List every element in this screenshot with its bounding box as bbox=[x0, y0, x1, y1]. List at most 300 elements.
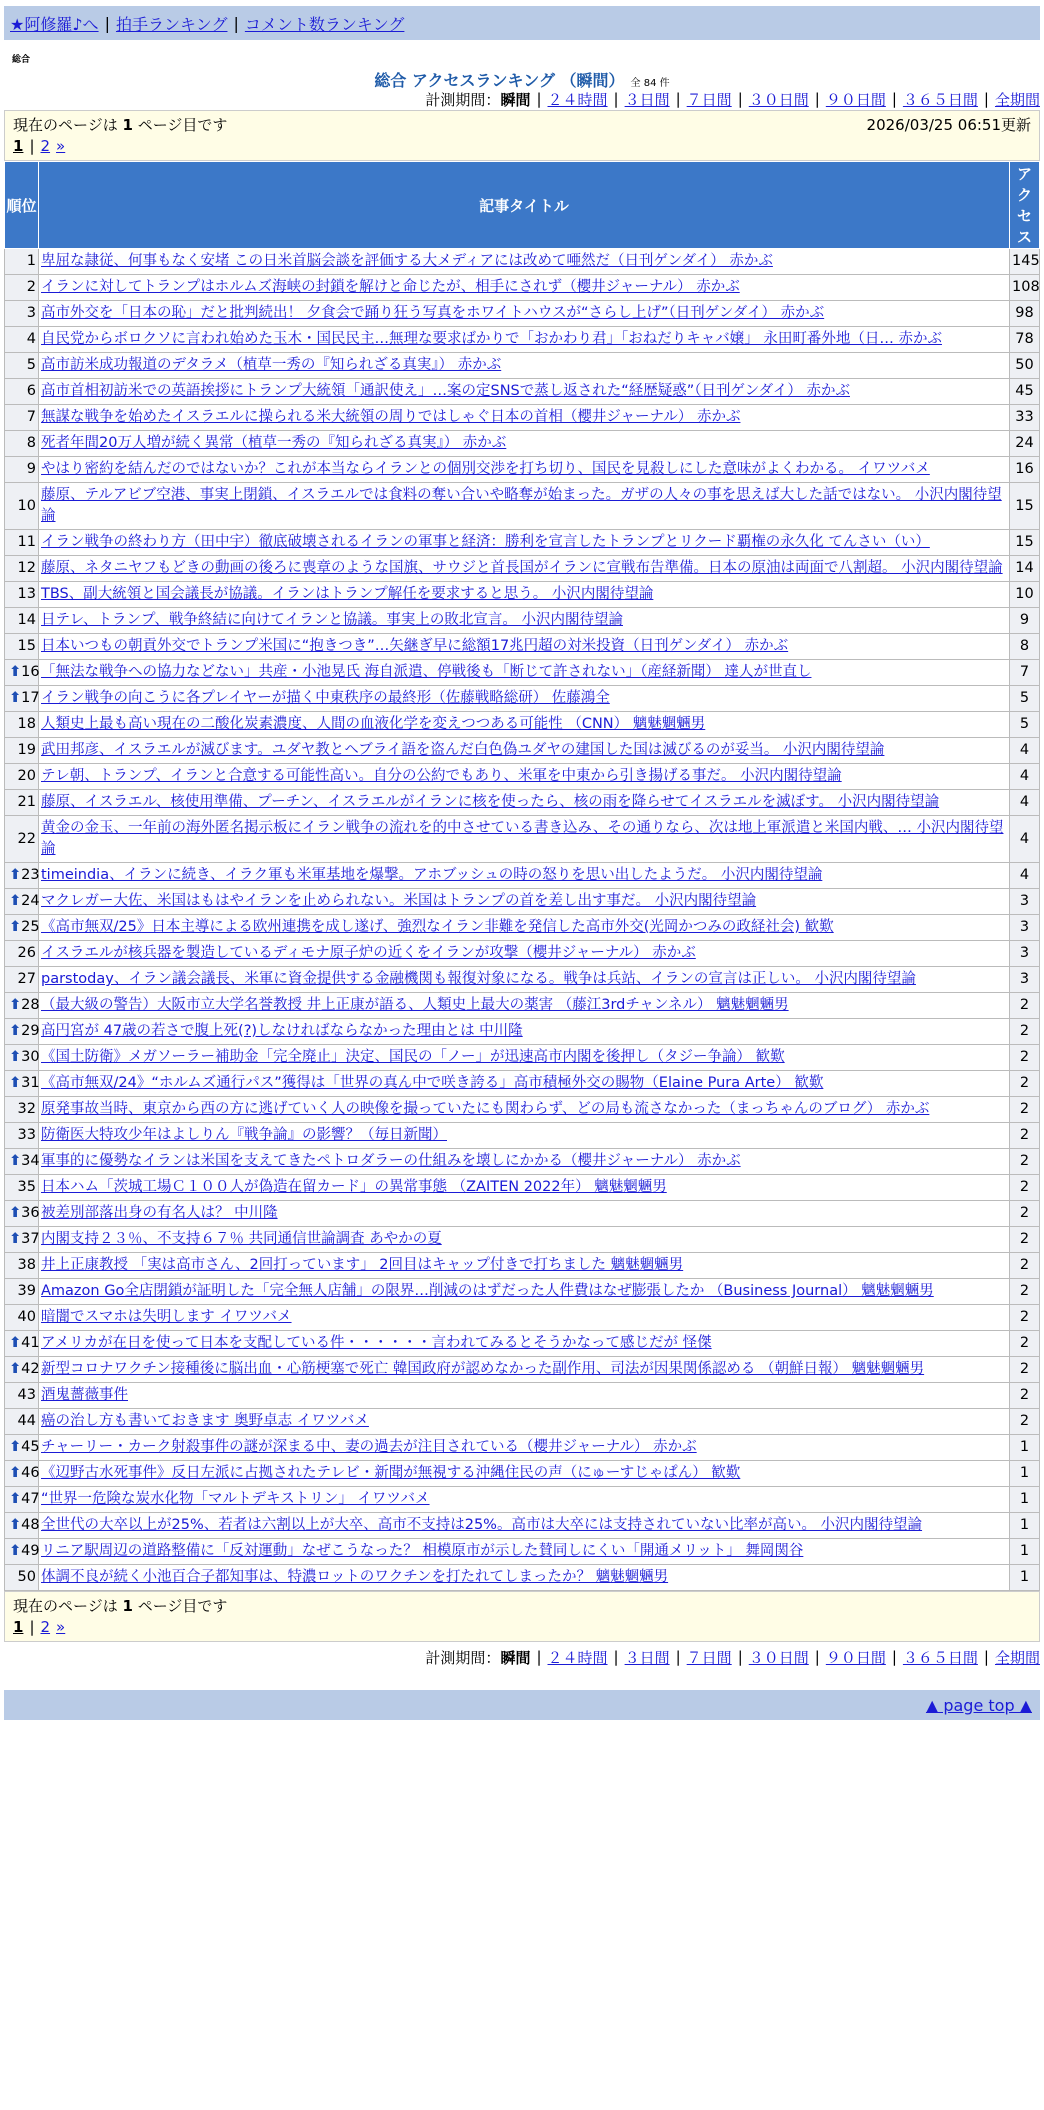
table-row bbox=[5, 1071, 1040, 1097]
table-row bbox=[5, 1357, 1040, 1383]
access-count: 7 bbox=[1010, 660, 1040, 686]
title-cell bbox=[39, 1305, 1010, 1331]
article-link[interactable]: 自民党からボロクソに言われ始めた玉木・国民民主…無理な要求ばかりで「おかわり君」「おねだりキャバ嬢」 永田町番外地（日… 赤かぶ bbox=[41, 331, 942, 347]
rank-cell bbox=[5, 712, 39, 738]
article-link[interactable]: 原発事故当時、東京から西の方に逃げていく人の映像を撮っていたにも関わらず、どの局も流さなかった（まっちゃんのブログ） 赤かぶ bbox=[41, 1101, 930, 1117]
page-1-current: 1 bbox=[13, 1618, 24, 1636]
access-count: 3 bbox=[1010, 889, 1040, 915]
title-cell bbox=[39, 1565, 1010, 1591]
separator: | bbox=[233, 13, 239, 33]
access-count: 4 bbox=[1010, 816, 1040, 863]
access-count: 45 bbox=[1010, 379, 1040, 405]
rank-cell bbox=[5, 530, 39, 556]
article-link[interactable]: イラン戦争の向こうに各プレイヤーが描く中東秩序の最終形（佐藤戦略総研） 佐藤鴻全 bbox=[41, 690, 610, 706]
title-cell bbox=[39, 1149, 1010, 1175]
period-link[interactable]: ３日間 bbox=[624, 1648, 670, 1667]
title-cell bbox=[39, 764, 1010, 790]
period-link[interactable]: ９０日間 bbox=[825, 90, 886, 109]
article-link[interactable]: Amazon Go全店閉鎖が証明した「完全無人店舗」の限界…削減のはずだった人件費はなぜ膨張したか （Business Journal） 魑魅魍魎男 bbox=[41, 1283, 934, 1299]
title-cell bbox=[39, 863, 1010, 889]
rank-number: 23 bbox=[21, 867, 40, 883]
rank-number: 7 bbox=[26, 409, 36, 425]
rank-number: 30 bbox=[21, 1049, 40, 1065]
page-info-box bbox=[4, 110, 1040, 161]
rank-cell bbox=[5, 1097, 39, 1123]
clap-ranking-link[interactable]: 拍手ランキング bbox=[115, 14, 228, 34]
table-row bbox=[5, 863, 1040, 889]
rank-cell bbox=[5, 1331, 39, 1357]
access-count: 15 bbox=[1010, 483, 1040, 530]
title-cell bbox=[39, 738, 1010, 764]
access-count: 108 bbox=[1010, 275, 1040, 301]
article-link[interactable]: イスラエルが核兵器を製造しているディモナ原子炉の近くをイランが攻撃（櫻井ジャーナル） 赤かぶ bbox=[41, 945, 696, 961]
period-link[interactable]: ２４時間 bbox=[547, 90, 608, 109]
article-link[interactable]: チャーリー・カーク射殺事件の謎が深まる中、妻の過去が注目されている（櫻井ジャーナル） 赤かぶ bbox=[41, 1439, 697, 1455]
table-row bbox=[5, 1201, 1040, 1227]
period-current: 瞬間 bbox=[500, 90, 531, 109]
separator: | bbox=[536, 1648, 542, 1666]
rank-number: 18 bbox=[17, 716, 36, 732]
table-row bbox=[5, 1253, 1040, 1279]
rank-cell bbox=[5, 483, 39, 530]
page-info: 現在のページは 1 ページ目です bbox=[13, 116, 228, 134]
rank-number: 1 bbox=[26, 253, 36, 269]
title-cell bbox=[39, 1253, 1010, 1279]
rank-cell bbox=[5, 1435, 39, 1461]
period-link[interactable]: ３６５日間 bbox=[902, 1648, 978, 1667]
page-info-bottom: 現在のページは 1 ページ目です bbox=[13, 1597, 228, 1615]
title-cell bbox=[39, 353, 1010, 379]
article-link[interactable]: 酒鬼薔薇事件 bbox=[41, 1387, 128, 1403]
next-page-link[interactable]: » bbox=[56, 1618, 66, 1636]
title-cell bbox=[39, 530, 1010, 556]
title-cell bbox=[39, 1435, 1010, 1461]
rank-number: 9 bbox=[26, 461, 36, 477]
rank-number: 21 bbox=[17, 794, 36, 810]
table-row bbox=[5, 1513, 1040, 1539]
article-link[interactable]: 藤原、ネタニヤフもどきの動画の後ろに喪章のような国旗、サウジと首長国がイランに宣戦布告準備。日本の原油は両面で八割超。 小沢内閣待望論 bbox=[41, 560, 1003, 576]
article-link[interactable]: イランに対してトランプはホルムズ海峡の封鎖を解けと命じたが、相手にされず（櫻井ジャーナル） 赤かぶ bbox=[41, 279, 740, 295]
article-link[interactable]: テレ朝、トランプ、イランと合意する可能性高い。自分の公約でもあり、米軍を中東から引き揚げる事だ。 小沢内閣待望論 bbox=[41, 768, 842, 784]
access-count: 2 bbox=[1010, 1253, 1040, 1279]
access-count: 3 bbox=[1010, 915, 1040, 941]
table-row bbox=[5, 1045, 1040, 1071]
rank-number: 27 bbox=[17, 971, 36, 987]
rank-number: 33 bbox=[17, 1127, 36, 1143]
rank-cell bbox=[5, 993, 39, 1019]
article-link[interactable]: 藤原、イスラエル、核使用準備、プーチン、イスラエルがイランに核を使ったら、核の雨を降らせてイスラエルを滅ぼす。 小沢内閣待望論 bbox=[41, 794, 940, 810]
table-row bbox=[5, 993, 1040, 1019]
article-link[interactable]: リニア駅周辺の道路整備に「反対運動」なぜこうなった？ 相模原市が示した賛同しにくい「開通メリット」 舞岡関谷 bbox=[41, 1543, 804, 1559]
title-cell bbox=[39, 1175, 1010, 1201]
title-cell bbox=[39, 967, 1010, 993]
title-cell bbox=[39, 249, 1010, 275]
table-row bbox=[5, 327, 1040, 353]
period-link[interactable]: ２４時間 bbox=[547, 1648, 608, 1667]
title-header: 記事タイトル bbox=[39, 162, 1010, 249]
rank-number: 20 bbox=[17, 768, 36, 784]
title-cell bbox=[39, 915, 1010, 941]
article-link[interactable]: やはり密約を結んだのではないか？これが本当ならイランとの個別交渉を打ち切り、国民を見殺しにした意味がよくわかる。 イワツバメ bbox=[41, 461, 930, 477]
rank-cell bbox=[5, 582, 39, 608]
separator: | bbox=[983, 1648, 989, 1666]
table-row bbox=[5, 1097, 1040, 1123]
rank-number: 10 bbox=[17, 497, 36, 514]
title-cell bbox=[39, 1071, 1010, 1097]
access-count: 8 bbox=[1010, 634, 1040, 660]
rank-number: 13 bbox=[17, 586, 36, 602]
access-count: 2 bbox=[1010, 1071, 1040, 1097]
rank-number: 3 bbox=[26, 305, 36, 321]
table-row bbox=[5, 405, 1040, 431]
article-link[interactable]: イラン戦争の終わり方（田中宇）徹底破壊されるイランの軍事と経済：勝利を宣言したトランプとリクード覇権の永久化 てんさい（い） bbox=[41, 534, 930, 550]
rank-cell bbox=[5, 1357, 39, 1383]
table-row bbox=[5, 764, 1040, 790]
rank-cell bbox=[5, 1019, 39, 1045]
period-link[interactable]: ９０日間 bbox=[825, 1648, 886, 1667]
title-cell bbox=[39, 1357, 1010, 1383]
access-count: 10 bbox=[1010, 582, 1040, 608]
rank-cell bbox=[5, 1539, 39, 1565]
rank-number: 40 bbox=[17, 1309, 36, 1325]
title-cell bbox=[39, 889, 1010, 915]
access-count: 9 bbox=[1010, 608, 1040, 634]
article-link[interactable]: 高円宮が 47歳の若さで腹上死(?)しなければならなかった理由とは 中川隆 bbox=[41, 1023, 523, 1039]
rank-cell bbox=[5, 405, 39, 431]
access-count: 2 bbox=[1010, 1383, 1040, 1409]
article-link[interactable]: 武田邦彦、イスラエルが滅びます。ユダヤ教とヘブライ語を盗んだ白色偽ユダヤの建国した国は滅びるのが妥当。 小沢内閣待望論 bbox=[41, 742, 885, 758]
up-arrow-icon: ⬆ bbox=[9, 1517, 22, 1533]
ranking-table bbox=[4, 161, 1040, 1591]
article-link[interactable]: 体調不良が続く小池百合子都知事は、特濃ロットのワクチンを打たれてしまったか？ 魑魅魍魎男 bbox=[41, 1569, 669, 1585]
table-row bbox=[5, 353, 1040, 379]
table-row bbox=[5, 1565, 1040, 1591]
rank-number: 26 bbox=[17, 945, 36, 961]
title-cell bbox=[39, 1487, 1010, 1513]
access-count: 2 bbox=[1010, 1331, 1040, 1357]
article-link[interactable]: 人類史上最も高い現在の二酸化炭素濃度、人間の血液化学を変えつつある可能性 （CNN） 魑魅魍魎男 bbox=[41, 716, 706, 732]
rank-number: 28 bbox=[21, 997, 40, 1013]
access-count: 2 bbox=[1010, 1019, 1040, 1045]
period-link[interactable]: ７日間 bbox=[686, 90, 732, 109]
page-2-link[interactable]: 2 bbox=[40, 137, 51, 155]
rank-number: 16 bbox=[21, 664, 40, 680]
article-link[interactable]: 高市首相初訪米での英語挨拶にトランプ大統領「通訳使え」…案の定SNSで蒸し返された“経歴疑惑”（日刊ゲンダイ） 赤かぶ bbox=[41, 383, 850, 399]
title-cell bbox=[39, 483, 1010, 530]
up-arrow-icon: ⬆ bbox=[9, 1205, 22, 1221]
access-count: 1 bbox=[1010, 1461, 1040, 1487]
rank-cell bbox=[5, 967, 39, 993]
table-row bbox=[5, 457, 1040, 483]
up-arrow-icon: ⬆ bbox=[9, 690, 22, 706]
rank-cell bbox=[5, 1461, 39, 1487]
table-row bbox=[5, 712, 1040, 738]
separator: | bbox=[891, 90, 897, 108]
rank-number: 35 bbox=[17, 1179, 36, 1195]
access-count: 50 bbox=[1010, 353, 1040, 379]
rank-cell bbox=[5, 1487, 39, 1513]
title-cell bbox=[39, 327, 1010, 353]
separator: | bbox=[814, 1648, 820, 1666]
title-cell bbox=[39, 660, 1010, 686]
article-link[interactable]: 高市訪米成功報道のデタラメ（植草一秀の『知られざる真実』） 赤かぶ bbox=[41, 357, 502, 373]
rank-cell bbox=[5, 301, 39, 327]
access-count: 2 bbox=[1010, 1409, 1040, 1435]
rank-number: 22 bbox=[17, 830, 36, 847]
rank-number: 2 bbox=[26, 279, 36, 295]
title-cell bbox=[39, 556, 1010, 582]
up-arrow-icon: ⬆ bbox=[9, 1231, 22, 1247]
article-link[interactable]: 日本ハム「茨城工場Ｃ１００人が偽造在留カード」の異常事態 （ZAITEN 2022年） 魑魅魍魎男 bbox=[41, 1179, 667, 1195]
rank-number: 32 bbox=[17, 1101, 36, 1117]
page-top-link[interactable]: ▲ page top ▲ bbox=[925, 1695, 1032, 1715]
access-count: 5 bbox=[1010, 686, 1040, 712]
table-row bbox=[5, 1331, 1040, 1357]
article-link[interactable]: 防衛医大特攻少年はよしりん『戦争論』の影響？（毎日新聞） bbox=[41, 1127, 447, 1143]
rank-number: 46 bbox=[21, 1465, 40, 1481]
rank-number: 49 bbox=[21, 1543, 40, 1559]
up-arrow-icon: ⬆ bbox=[9, 664, 22, 680]
article-link[interactable]: 日本いつもの朝貢外交でトランプ米国に“抱きつき”…矢継ぎ早に総額17兆円超の対米投資（日刊ゲンダイ） 赤かぶ bbox=[41, 638, 789, 654]
rank-cell bbox=[5, 1123, 39, 1149]
page-info-box-bottom bbox=[4, 1591, 1040, 1642]
up-arrow-icon: ⬆ bbox=[9, 1439, 22, 1455]
article-link[interactable]: 死者年間20万人増が続く異常（植草一秀の『知られざる真実』） 赤かぶ bbox=[41, 435, 507, 451]
access-count: 145 bbox=[1010, 249, 1040, 275]
rank-cell bbox=[5, 764, 39, 790]
title-cell bbox=[39, 1279, 1010, 1305]
access-count: 2 bbox=[1010, 993, 1040, 1019]
period-link[interactable]: ３日間 bbox=[624, 90, 670, 109]
access-count: 14 bbox=[1010, 556, 1040, 582]
rank-cell bbox=[5, 915, 39, 941]
table-row bbox=[5, 431, 1040, 457]
table-row bbox=[5, 686, 1040, 712]
rank-cell bbox=[5, 686, 39, 712]
rank-number: 15 bbox=[17, 638, 36, 654]
period-selector-top bbox=[4, 88, 1040, 110]
article-link[interactable]: 井上正康教授 「実は高市さん、2回打っています」 2回目はキャップ付きで打ちました 魑魅魍魎男 bbox=[41, 1257, 684, 1273]
rank-cell bbox=[5, 556, 39, 582]
access-count: 2 bbox=[1010, 1045, 1040, 1071]
access-count: 2 bbox=[1010, 1175, 1040, 1201]
table-row bbox=[5, 634, 1040, 660]
up-arrow-icon: ⬆ bbox=[9, 919, 22, 935]
period-current: 瞬間 bbox=[500, 1648, 531, 1667]
rank-number: 45 bbox=[21, 1439, 40, 1455]
article-link[interactable]: 内閣支持２３％、不支持６７％ 共同通信世論調査 あやかの夏 bbox=[41, 1231, 442, 1247]
title-cell bbox=[39, 1123, 1010, 1149]
title-cell bbox=[39, 1201, 1010, 1227]
rank-cell bbox=[5, 941, 39, 967]
separator: | bbox=[891, 1648, 897, 1666]
period-link[interactable]: 全期間 bbox=[994, 1648, 1040, 1667]
top-nav bbox=[4, 6, 1040, 40]
table-row bbox=[5, 1539, 1040, 1565]
title-cell bbox=[39, 790, 1010, 816]
article-link[interactable]: 癌の治し方も書いておきます 奥野卓志 イワツバメ bbox=[41, 1413, 369, 1429]
rank-cell bbox=[5, 1149, 39, 1175]
access-count: 4 bbox=[1010, 738, 1040, 764]
rank-number: 42 bbox=[21, 1361, 40, 1377]
table-row bbox=[5, 1409, 1040, 1435]
comment-ranking-link[interactable]: コメント数ランキング bbox=[244, 14, 405, 34]
access-count: 2 bbox=[1010, 1357, 1040, 1383]
rank-cell bbox=[5, 889, 39, 915]
footer-bar bbox=[4, 1690, 1040, 1720]
rank-cell bbox=[5, 816, 39, 863]
access-count: 2 bbox=[1010, 1149, 1040, 1175]
rank-number: 5 bbox=[26, 357, 36, 373]
table-row bbox=[5, 1227, 1040, 1253]
rank-cell bbox=[5, 457, 39, 483]
article-link[interactable]: 高市外交を「日本の恥」だと批判続出！ 夕食会で踊り狂う写真をホワイトハウスが“さらし上げ”（日刊ゲンダイ） 赤かぶ bbox=[41, 305, 825, 321]
separator: | bbox=[613, 1648, 619, 1666]
period-link[interactable]: ３０日間 bbox=[748, 90, 809, 109]
rank-cell bbox=[5, 660, 39, 686]
access-count: 24 bbox=[1010, 431, 1040, 457]
table-row bbox=[5, 1279, 1040, 1305]
article-link[interactable]: 軍事的に優勢なイランは米国を支えてきたペトロダラーの仕組みを壊しにかかる（櫻井ジャーナル） 赤かぶ bbox=[41, 1153, 741, 1169]
period-link[interactable]: ７日間 bbox=[686, 1648, 732, 1667]
title-cell bbox=[39, 634, 1010, 660]
rank-cell bbox=[5, 1175, 39, 1201]
title-cell bbox=[39, 712, 1010, 738]
period-link[interactable]: ３６５日間 bbox=[902, 90, 978, 109]
title-cell bbox=[39, 301, 1010, 327]
page-2-link[interactable]: 2 bbox=[40, 1618, 51, 1636]
page-title bbox=[4, 68, 1040, 88]
article-link[interactable]: 卑屈な隷従、何事もなく安堵 この日米首脳会談を評価する大メディアには改めて唖然だ（日刊ゲンダイ） 赤かぶ bbox=[41, 253, 773, 269]
article-link[interactable]: マクレガー大佐、米国はもはやイランを止められない。米国はトランプの首を差し出す事だ。 小沢内閣待望論 bbox=[41, 893, 757, 909]
table-row bbox=[5, 1149, 1040, 1175]
rank-number: 6 bbox=[26, 383, 36, 399]
rank-number: 29 bbox=[21, 1023, 40, 1039]
rank-cell bbox=[5, 1513, 39, 1539]
article-link[interactable]: “世界一危険な炭水化物「マルトデキストリン」 イワツバメ bbox=[41, 1491, 430, 1507]
separator: | bbox=[737, 90, 743, 108]
article-link[interactable]: 被差別部落出身の有名人は？ 中川隆 bbox=[41, 1205, 278, 1221]
rank-number: 25 bbox=[21, 919, 40, 935]
rank-number: 38 bbox=[17, 1257, 36, 1273]
title-cell bbox=[39, 941, 1010, 967]
rank-cell bbox=[5, 275, 39, 301]
rank-cell bbox=[5, 790, 39, 816]
updated-time: 2026/03/25 06:51更新 bbox=[866, 116, 1031, 134]
title-cell bbox=[39, 686, 1010, 712]
rank-cell bbox=[5, 249, 39, 275]
title-cell bbox=[39, 1019, 1010, 1045]
article-link[interactable]: 《国土防衛》メガソーラー補助金「完全廃止」決定、国民の「ノー」が迅速高市内閣を後押し（タジー争論） 歓歎 bbox=[41, 1049, 785, 1065]
article-link[interactable]: 《辺野古水死事件》反日左派に占拠されたテレビ・新聞が無視する沖縄住民の声（にゅーすじゃぱん） 歓歎 bbox=[41, 1465, 741, 1481]
up-arrow-icon: ⬆ bbox=[9, 1153, 22, 1169]
access-count: 98 bbox=[1010, 301, 1040, 327]
rank-number: 47 bbox=[21, 1491, 40, 1507]
rank-cell bbox=[5, 1279, 39, 1305]
title-cell bbox=[39, 1383, 1010, 1409]
rank-number: 11 bbox=[17, 534, 36, 550]
title-cell bbox=[39, 582, 1010, 608]
table-row bbox=[5, 249, 1040, 275]
rank-number: 39 bbox=[17, 1283, 36, 1299]
pagination-top: 1 | 2 » bbox=[13, 137, 66, 155]
title-cell bbox=[39, 1513, 1010, 1539]
table-row bbox=[5, 1383, 1040, 1409]
rank-cell bbox=[5, 431, 39, 457]
access-count: 2 bbox=[1010, 1227, 1040, 1253]
title-cell bbox=[39, 405, 1010, 431]
rank-cell bbox=[5, 1071, 39, 1097]
up-arrow-icon: ⬆ bbox=[9, 1023, 22, 1039]
access-count: 1 bbox=[1010, 1513, 1040, 1539]
rank-number: 31 bbox=[21, 1075, 40, 1091]
up-arrow-icon: ⬆ bbox=[9, 893, 22, 909]
article-link[interactable]: 《高市無双/25》日本主導による欧州連携を成し遂げ、強烈なイラン非難を発信した高市外交(光岡かつみの政経社会) 歓歎 bbox=[41, 919, 834, 935]
separator: | bbox=[536, 90, 542, 108]
rank-number: 34 bbox=[21, 1153, 40, 1169]
rank-number: 50 bbox=[17, 1569, 36, 1585]
table-row bbox=[5, 1019, 1040, 1045]
pagination-bottom: 1 | 2 » bbox=[13, 1618, 66, 1636]
period-link[interactable]: ３０日間 bbox=[748, 1648, 809, 1667]
article-link[interactable]: 全世代の大卒以上が25%、若者は六割以上が大卒、高市不支持は25%。高市は大卒には支持されていない比率が高い。 小沢内閣待望論 bbox=[41, 1517, 923, 1533]
article-link[interactable]: 日テレ、トランプ、戦争終結に向けてイランと協議。事実上の敗北宣言。 小沢内閣待望論 bbox=[41, 612, 623, 628]
article-link[interactable]: （最大級の警告）大阪市立大学名誉教授 井上正康が語る、人類史上最大の薬害 （藤江3rdチャンネル） 魑魅魍魎男 bbox=[41, 997, 789, 1013]
table-row bbox=[5, 790, 1040, 816]
article-link[interactable]: 暗闇でスマホは失明します イワツバメ bbox=[41, 1309, 292, 1325]
table-row bbox=[5, 608, 1040, 634]
title-cell bbox=[39, 1409, 1010, 1435]
separator: | bbox=[675, 90, 681, 108]
article-link[interactable]: 藤原、テルアビブ空港、事実上閉鎖、イスラエルでは食料の奪い合いや略奪が始まった。ガザの人々の事を思えば大した話ではない。 小沢内閣待望論 bbox=[41, 487, 1002, 524]
article-link[interactable]: 黄金の金玉、一年前の海外匿名掲示板にイラン戦争の流れを的中させている書き込み、その通りなら、次は地上軍派遣と米国内戦、… 小沢内閣待望論 bbox=[41, 820, 1004, 857]
article-link[interactable]: 《高市無双/24》“ホルムズ通行パス”獲得は「世界の真ん中で咲き誇る」高市積極外交の賜物（Elaine Pura Arte） 歓歎 bbox=[41, 1075, 824, 1091]
article-link[interactable]: アメリカが在日を使って日本を支配している件・・・・・・言われてみるとそうかなって感じだが 怪傑 bbox=[41, 1335, 712, 1351]
period-label: 計測期間： bbox=[425, 90, 501, 109]
period-link[interactable]: 全期間 bbox=[994, 90, 1040, 109]
period-selector-bottom bbox=[4, 1646, 1040, 1668]
rank-number: 48 bbox=[21, 1517, 40, 1533]
rank-cell bbox=[5, 863, 39, 889]
title-cell bbox=[39, 993, 1010, 1019]
table-row bbox=[5, 941, 1040, 967]
next-page-link[interactable]: » bbox=[56, 137, 66, 155]
table-row bbox=[5, 556, 1040, 582]
title-cell bbox=[39, 275, 1010, 301]
title-cell bbox=[39, 816, 1010, 863]
article-link[interactable]: parstoday、イラン議会議長、米軍に資金提供する金融機関も報復対象になる。戦争は兵站、イランの宣言は正しい。 小沢内閣待望論 bbox=[41, 971, 916, 987]
title-cell bbox=[39, 1331, 1010, 1357]
article-link[interactable]: 新型コロナワクチン接種後に脳出血・心筋梗塞で死亡 韓国政府が認めなかった副作用、司法が因果関係認める （朝鮮日報） 魑魅魍魎男 bbox=[41, 1361, 925, 1377]
rank-number: 37 bbox=[21, 1231, 40, 1247]
rank-cell bbox=[5, 1409, 39, 1435]
rank-cell bbox=[5, 1253, 39, 1279]
article-link[interactable]: TBS、副大統領と国会議長が協議。イランはトランプ解任を要求すると思う。 小沢内閣待望論 bbox=[41, 586, 654, 602]
rank-cell bbox=[5, 738, 39, 764]
up-arrow-icon: ⬆ bbox=[9, 1361, 22, 1377]
title-cell bbox=[39, 379, 1010, 405]
access-count: 2 bbox=[1010, 1305, 1040, 1331]
home-link[interactable]: ★阿修羅♪へ bbox=[10, 14, 99, 34]
article-link[interactable]: timeindia、イランに続き、イラク軍も米軍基地を爆撃。アホブッシュの時の怒りを思い出したようだ。 小沢内閣待望論 bbox=[41, 867, 823, 883]
article-link[interactable]: 「無法な戦争への協力などない」共産・小池晃氏 海自派遣、停戦後も「断じて許されない」（産経新聞） 達人が世直し bbox=[41, 664, 812, 680]
title-cell bbox=[39, 608, 1010, 634]
rank-cell bbox=[5, 379, 39, 405]
article-link[interactable]: 無謀な戦争を始めたイスラエルに操られる米大統領の周りではしゃぐ日本の首相（櫻井ジャーナル） 赤かぶ bbox=[41, 409, 741, 425]
table-row bbox=[5, 738, 1040, 764]
separator: | bbox=[675, 1648, 681, 1666]
rank-number: 24 bbox=[21, 893, 40, 909]
